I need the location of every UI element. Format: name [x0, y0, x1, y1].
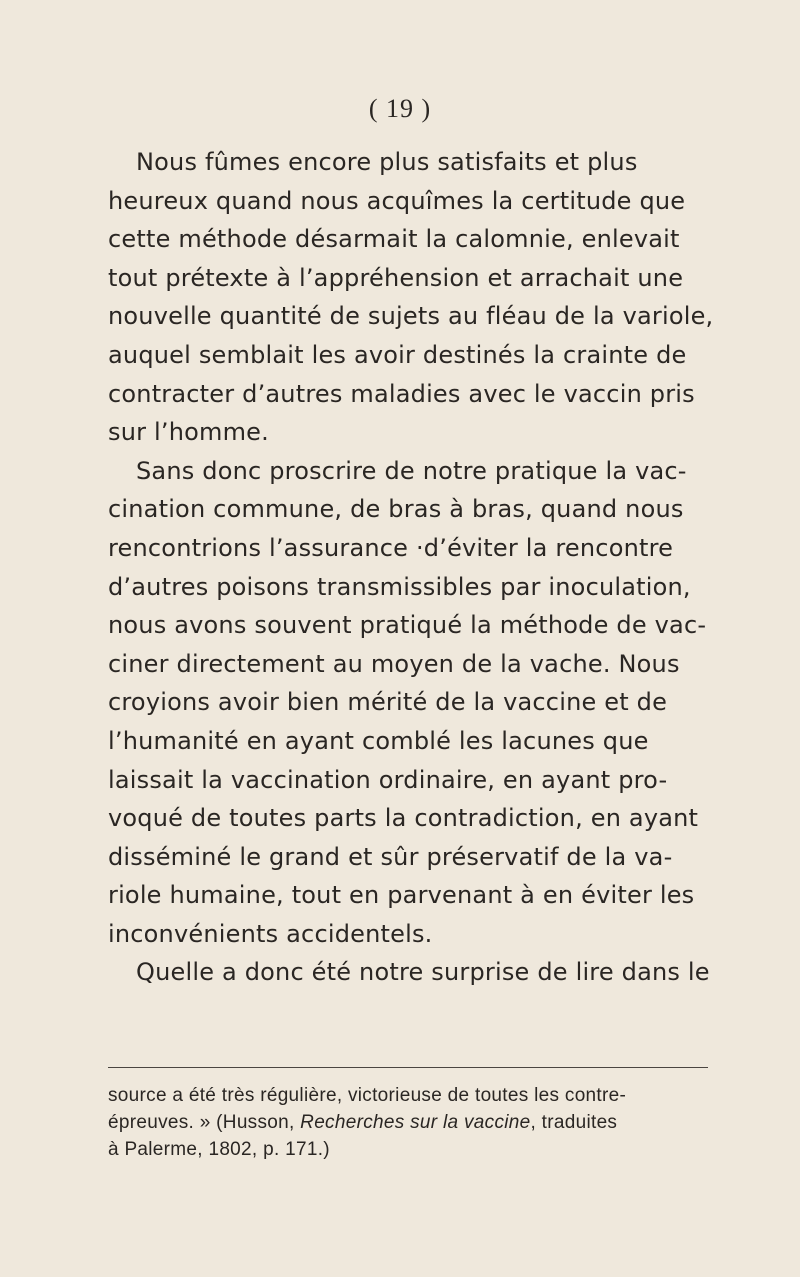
text-line: heureux quand nous acquîmes la certitude que	[108, 186, 686, 215]
text-line: Nous fûmes encore plus satisfaits et plus	[136, 148, 638, 176]
footnote-text: , traduites	[530, 1112, 618, 1133]
text-line: inconvénients accidentels.	[108, 919, 433, 948]
text-line: rencontrions l’assurance ·d’éviter la rencontre	[108, 533, 674, 562]
footnote-line: à Palerme, 1802, p. 171.)	[108, 1139, 330, 1160]
text-line: cette méthode désarmait la calomnie, enlevait	[108, 225, 680, 254]
text-line: nouvelle quantité de sujets au fléau de la variole,	[108, 302, 714, 331]
footnote-line: source a été très régulière, victorieuse de toutes les contre-	[108, 1085, 627, 1106]
footnote-line	[108, 1109, 728, 1136]
text-line: disséminé le grand et sûr préservatif de la va-	[108, 842, 673, 871]
text-line: croyions avoir bien mérité de la vaccine et de	[108, 688, 668, 717]
footnote-divider	[108, 1067, 708, 1068]
text-line: Quelle a donc été notre surprise de lire dans le	[136, 958, 710, 987]
text-line: voqué de toutes parts la contradiction, en ayant	[108, 804, 699, 833]
page-number: ( 19 )	[368, 94, 432, 123]
text-line: auquel semblait les avoir destinés la crainte de	[108, 340, 687, 369]
text-line: sur l’homme.	[108, 418, 269, 447]
text-line: nous avons souvent pratiqué la méthode de vac-	[108, 611, 707, 640]
text-line: d’autres poisons transmissibles par inoculation,	[108, 572, 691, 601]
text-line: l’humanité en ayant comblé les lacunes que	[108, 726, 649, 755]
text-line: riole humaine, tout en parvenant à en éviter les	[108, 881, 695, 910]
main-text	[108, 143, 714, 992]
text-line: ciner directement au moyen de la vache. Nous	[108, 649, 680, 678]
footnote	[108, 1082, 728, 1163]
book-title: Recherches sur la vaccine	[300, 1112, 531, 1133]
text-line: Sans donc proscrire de notre pratique la vac-	[136, 456, 687, 485]
footnote-text: épreuves. » (Husson,	[108, 1112, 301, 1133]
text-line: contracter d’autres maladies avec le vaccin pris	[108, 379, 695, 408]
text-line: cination commune, de bras à bras, quand nous	[108, 495, 684, 524]
text-line: laissait la vaccination ordinaire, en ayant pro-	[108, 765, 668, 794]
text-line: tout prétexte à l’appréhension et arrachait une	[108, 263, 684, 292]
